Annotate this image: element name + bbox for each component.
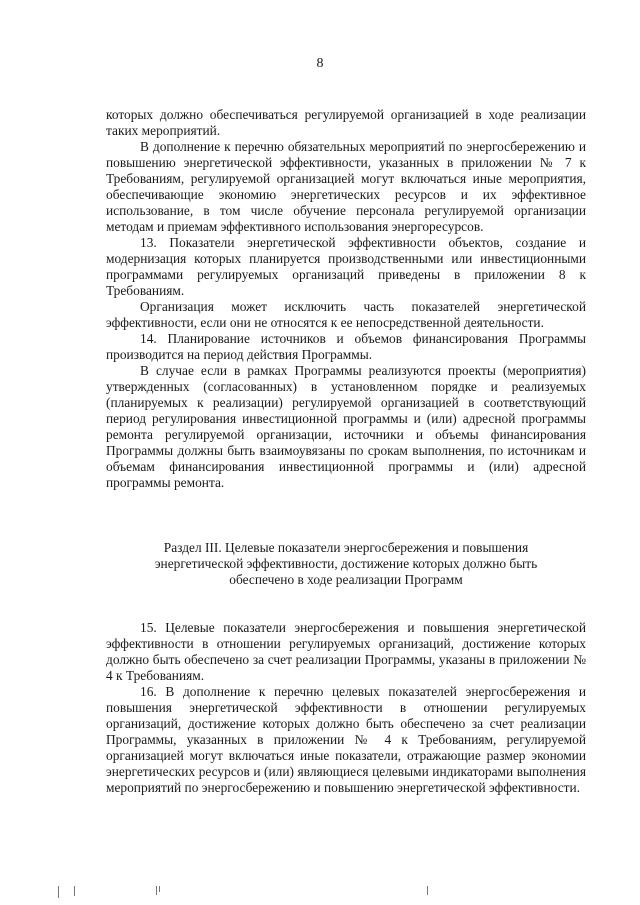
scan-artifacts (0, 886, 640, 900)
scan-mark (74, 886, 75, 896)
paragraph: 13. Показатели энергетической эффективности объектов, создание и модернизация которых планируется производственными или инвестиционными программами регулируемых организаций приведены в приложении 8 к Требованиям. (106, 235, 586, 298)
scan-mark (58, 886, 59, 898)
paragraph: Организация может исключить часть показателей энергетической эффективности, если они не относятся к ее непосредственной деятельности. (106, 299, 586, 330)
section-heading: Раздел III. Целевые показатели энергосбережения и повышения энергетической эффективности, достижение которых должно быть обеспечено в ходе реализации Программ (154, 540, 538, 587)
scan-mark (427, 886, 428, 895)
paragraph: В случае если в рамках Программы реализуются проекты (мероприятия) утвержденных (согласованных) в установленном порядке и реализуемых (планируемых к реализации) регулируемой организацией в соответствующий период регулирования инвестиционной программы и (или) адресной программы ремонта регулируемой организации, источники и объемы финансирования Программы должны быть взаимоувязаны по срокам выполнения, по источникам и объемам финансирования инвестиционной программы и (или) адресной программы ремонта. (106, 363, 586, 490)
page-number: 8 (316, 56, 324, 71)
scan-mark (159, 886, 160, 892)
paragraph: 16. В дополнение к перечню целевых показателей энергосбережения и повышения энергетической эффективности в отношении регулируемых организаций, достижение которых должно быть обеспечено за счет реализации Программы, указанных в приложении № 4 к Требованиям, регулируемой организацией могут включаться иные показатели, отражающие размер экономии энергетических ресурсов и (или) являющиеся целевыми индикаторами выполнения мероприятий по энергосбережению и повышению энергетической эффективности. (106, 684, 586, 795)
body-text-top (106, 107, 586, 491)
scan-mark (156, 886, 157, 895)
paragraph: 14. Планирование источников и объемов финансирования Программы производится на период действия Программы. (106, 331, 586, 362)
paragraph: 15. Целевые показатели энергосбережения и повышения энергетической эффективности в отношении регулируемых организаций, достижение которых должно быть обеспечено за счет реализации Программы, указаны в приложении № 4 к Требованиям. (106, 620, 586, 683)
paragraph: В дополнение к перечню обязательных мероприятий по энергосбережению и повышению энергетической эффективности, указанных в приложении № 7 к Требованиям, регулируемой организацией могут включаться иные мероприятия, обеспечивающие экономию энергетических ресурсов и их эффективное использование, в том числе обучение персонала регулируемой организации методам и приемам эффективного использования энергоресурсов. (106, 139, 586, 234)
paragraph: которых должно обеспечиваться регулируемой организацией в ходе реализации таких мероприятий. (106, 107, 586, 138)
body-text-bottom (106, 620, 586, 796)
